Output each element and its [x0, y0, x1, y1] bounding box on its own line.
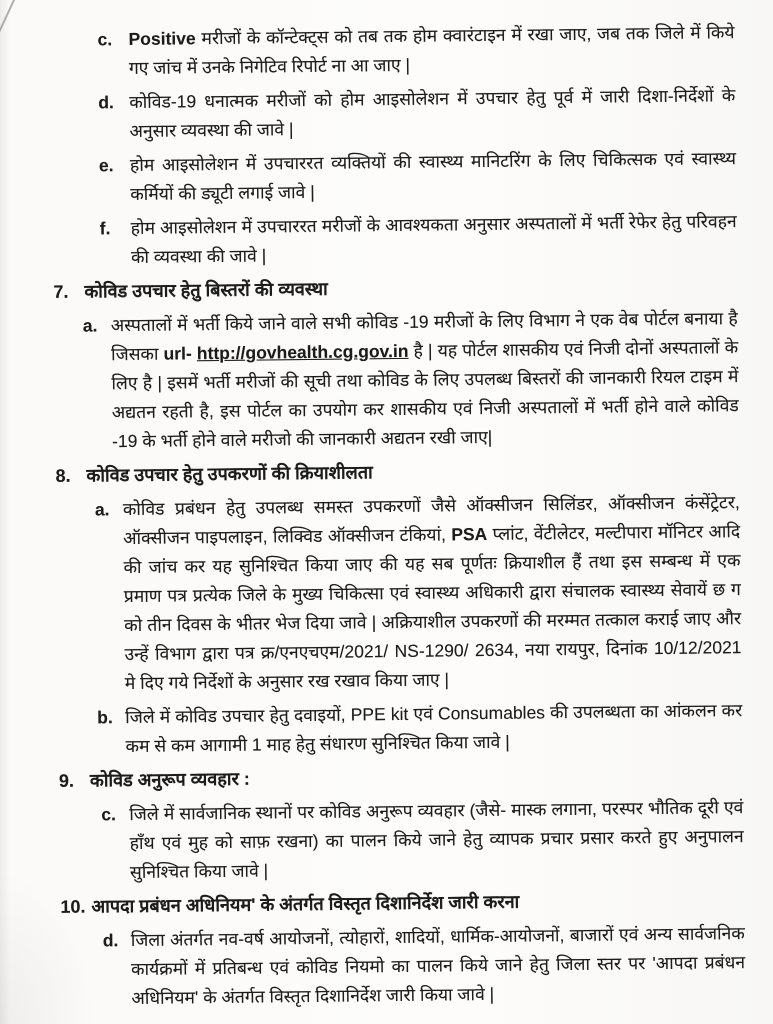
item-text	[123, 488, 742, 698]
list-item-8a	[56, 488, 742, 699]
item-text	[128, 18, 735, 83]
bold-word-psa: PSA	[451, 523, 488, 545]
list-item-10d	[61, 919, 746, 1014]
item-label: d.	[102, 930, 119, 951]
item-text: कोविड-19 धनात्मक मरीजों को होम आइसोलेशन में उपचार हेतु पूर्व में जारी दिशा-निर्देशों के अनुसार व्यवस्था की जावे |	[129, 85, 736, 142]
scan-corner-artifact	[0, 0, 19, 33]
item-label: b.	[97, 707, 113, 728]
section-number: 9.	[58, 770, 75, 791]
list-item-e	[52, 144, 737, 210]
item-text-segment: है | यह पोर्टल शासकीय एवं निजी दोनों अस्पतालों के लिए है | इसमें भर्ती मरीजों की सूची तथा कोविड के लिए उपलब्ध बिस्तरों की जानकारी रियल टाइम में अद्यतन रहती है, इस पोर्टल का उपयोग कर शासकीय एवं निजी अस्पतालों में भर्ती होने वाले कोविड -19 के भर्ती होने वाले मरीजो की जानकारी अद्यतन रखी जाए|	[111, 337, 739, 452]
item-label: e.	[98, 155, 114, 176]
url-prefix-label: url-	[163, 343, 197, 364]
item-text-segment: प्लांट, वेंटीलेटर, मल्टीपारा मॉनिटर आदि की जांच कर यह सुनिश्चित किया जाए की यह सब पूर्णतः क्रियाशील हैं तथा इस सम्बन्ध में एक प्रमाण पत्र प्रत्येक जिले के मुख्य चिकित्सा एवं स्वास्थ्य अधिकारी द्वारा संचालक स्वास्थ्य सेवायें छ ग को तीन दिवस के भीतर भेज दिया जावे | अक्रियाशील उपकरणों की मरम्मत तत्काल कराई जाए और उन्हें विभाग द्वारा पत्र क्र/एनएचएम/2021/ NS-1290/ 2634, नया रायपुर, दिनांक 10/12/2021 मे दिए गये निर्देशों के अनुसार रख रखाव किया जाए |	[123, 521, 742, 694]
list-item-c	[50, 18, 735, 84]
portal-url-link: http://govhealth.cg.gov.in	[196, 340, 409, 364]
section-number: 8.	[55, 465, 71, 486]
item-text-segment: कोविड प्रबंधन हेतु उपलब्ध समस्त उपकरणों जैसे ऑक्सीजन सिलिंडर, ऑक्सीजन कंसेंट्रेटर, ऑक्सीजन पाइपलाइन, लिक्विड ऑक्सीजन टंकियां,	[122, 492, 740, 549]
list-item-7a	[54, 304, 740, 457]
item-text: जिले में सार्वजानिक स्थानों पर कोविड अनुरूप व्यवहार (जैसे- मास्क लगाना, परस्पर भौतिक दूरी एवं हाँथ एवं मुह को साफ़ रखना) का पालन किये जाने हेतु व्यापक प्रचार प्रसार करते हुए अनुपालन सुनिश्चित किया जावे |	[129, 797, 744, 883]
item-label: c.	[97, 29, 113, 50]
section-8-heading	[55, 454, 739, 491]
section-10-heading	[60, 885, 744, 922]
item-label: a.	[94, 499, 110, 520]
section-title: आपदा प्रबंधन अधिनियम' के अंतर्गत विस्तृत दिशानिर्देश जारी करना	[91, 891, 520, 917]
list-item-8b	[58, 696, 743, 762]
section-7-heading	[53, 270, 737, 307]
item-label: d.	[98, 92, 114, 113]
section-number: 10.	[60, 896, 86, 917]
document-body	[50, 18, 745, 1019]
section-number: 7.	[53, 281, 69, 302]
list-item-d	[51, 81, 736, 147]
item-text	[111, 304, 740, 456]
section-title: कोविड अनुरूप व्यवहार :	[89, 768, 250, 791]
item-text: जिले में कोविड उपचार हेतु दवाइयों, PPE kit एवं Consumables की उपलब्धता का आंकलन कर कम से कम आगामी 1 माह हेतु संधारण सुनिश्चित किया जावे |	[125, 700, 743, 757]
item-text: होम आइसोलेशन में उपचाररत व्यक्तियों की स्वास्थ्य मानिटरिंग के लिए चिकित्सक एवं स्वास्थ्य कर्मियों की ड्यूटी लगाई जावे |	[129, 148, 737, 205]
item-text-segment: अस्पतालों में भर्ती किये जाने वाले सभी कोविड -19 मरीजों के लिए विभाग ने एक वेब पोर्टल बनाया है जिसका	[110, 308, 738, 365]
item-text: होम आइसोलेशन में उपचाररत मरीजों के आवश्यकता अनुसार अस्पतालों में भर्ती रेफेर हेतु परिवहन की व्यवस्था की जावे |	[130, 211, 737, 268]
item-label: f.	[99, 218, 111, 239]
list-item-9c	[59, 793, 744, 888]
section-title: कोविड उपचार हेतु उपकरणों की क्रियाशीलता	[86, 462, 373, 486]
list-item-f	[53, 207, 738, 273]
section-9-heading	[59, 759, 743, 796]
section-title: कोविड उपचार हेतु बिस्तरों की व्यवस्था	[84, 278, 328, 302]
item-label: c.	[101, 804, 117, 825]
item-text: जिला अंतर्गत नव-वर्ष आयोजनों, त्योहारों, शादियों, धार्मिक-आयोजनों, बाजारों एवं अन्य सार्वजनिक कार्यक्रमों में प्रतिबन्ध एवं कोविड नियमो का पालन किये जाने हेतु जिला स्तर पर 'आपदा प्रबंधन अधिनियम' के अंतर्गत विस्तृत दिशानिर्देश जारी किया जावे |	[130, 923, 746, 1009]
item-text-segment: मरीजों के कॉन्टेक्ट्स को तब तक होम क्वारंटाइन में रखा जाए, जब तक जिले में किये गए जांच में उनके निगेटिव रिपोर्ट ना आ जाए |	[128, 22, 735, 79]
item-label: a.	[82, 315, 98, 336]
bold-word-positive: Positive	[128, 28, 196, 50]
